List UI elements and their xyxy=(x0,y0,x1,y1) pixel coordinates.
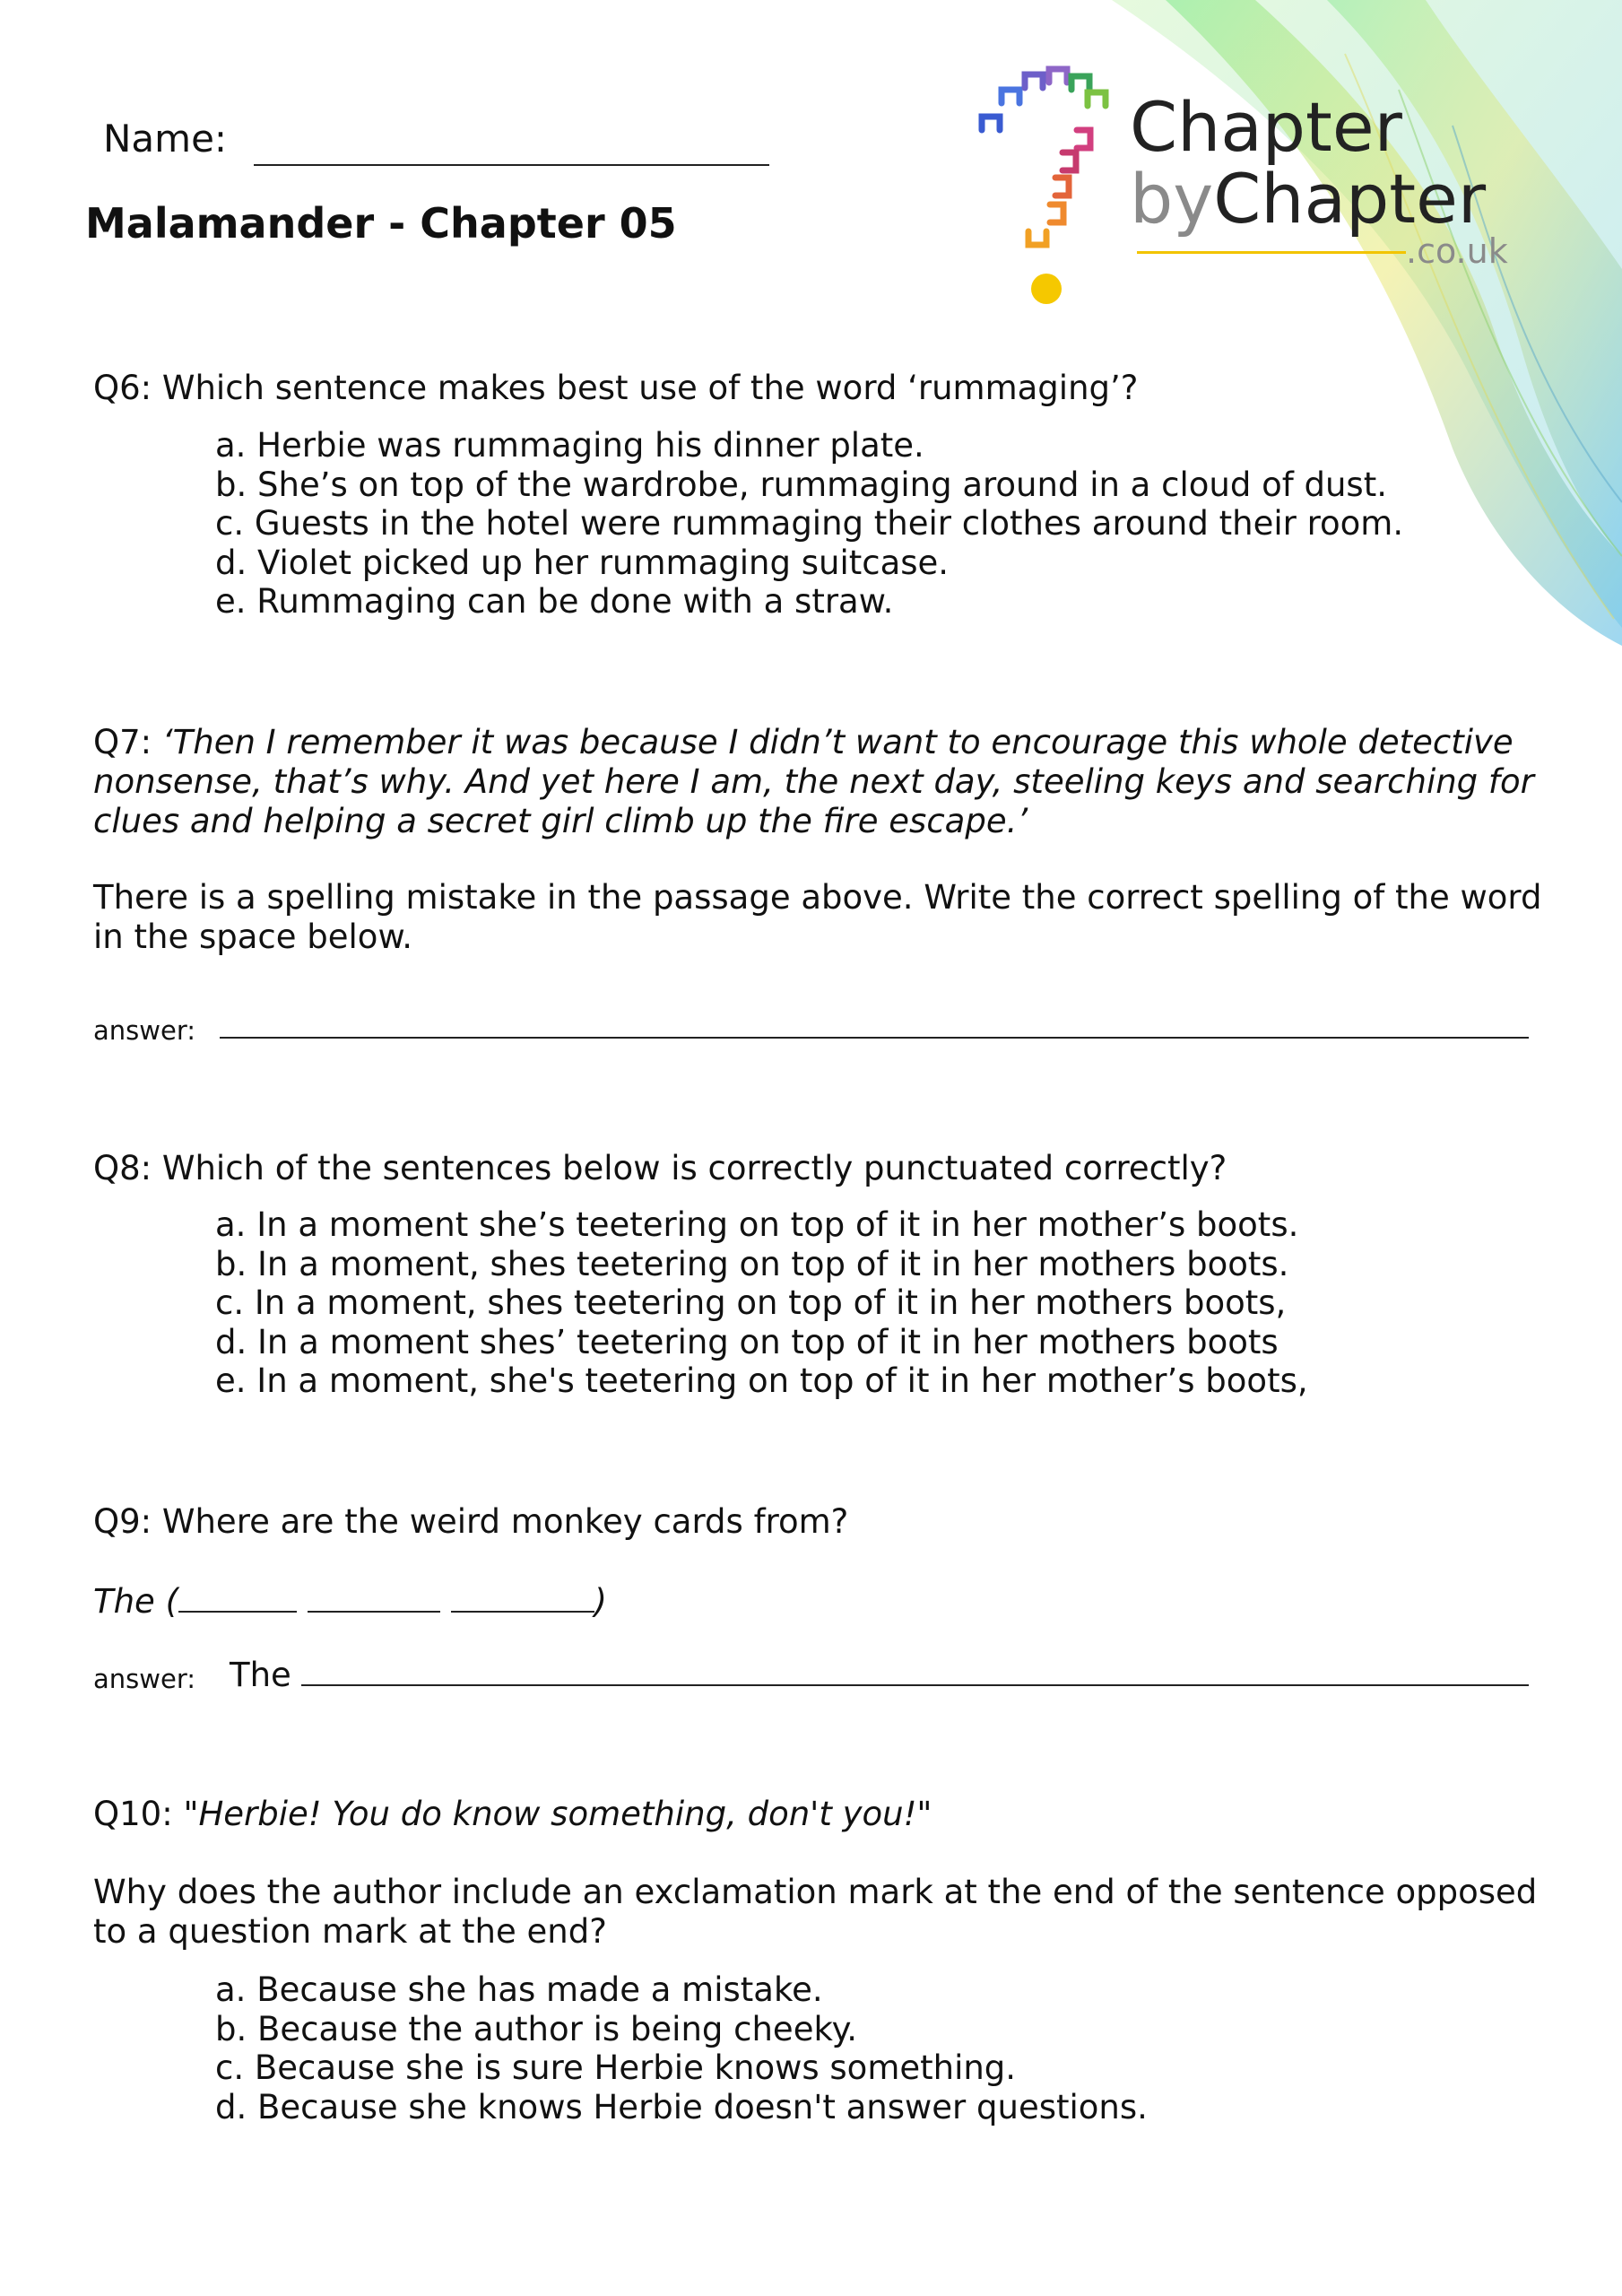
q8-option-c[interactable]: c. In a moment, shes teetering on top of it in her mothers boots, xyxy=(215,1283,1287,1322)
q7-instruction-line2: in the space below. xyxy=(93,918,413,956)
q10-label: Q10: xyxy=(93,1795,184,1833)
q8-option-e[interactable]: e. In a moment, she's teetering on top of it in her mother’s boots, xyxy=(215,1361,1308,1400)
q10-option-b[interactable]: b. Because the author is being cheeky. xyxy=(215,2009,857,2048)
q8-option-d[interactable]: d. In a moment shes’ teetering on top of it in her mothers boots xyxy=(215,1322,1279,1361)
q8-option-a[interactable]: a. In a moment she’s teetering on top of it in her mother’s boots. xyxy=(215,1205,1299,1244)
q10-prompt-line1: Why does the author include an exclamation mark at the end of the sentence opposed xyxy=(93,1873,1538,1911)
q10-options xyxy=(215,1970,1148,2126)
chapter-by-chapter-logo xyxy=(964,54,1538,314)
q6-option-e[interactable]: e. Rummaging can be done with a straw. xyxy=(215,582,894,621)
q9-answer-label: answer: xyxy=(93,1664,196,1694)
q10-option-d[interactable]: d. Because she knows Herbie doesn't answer questions. xyxy=(215,2087,1148,2126)
q9-blank-1[interactable] xyxy=(178,1611,297,1613)
q10-quote xyxy=(93,1795,932,1834)
name-write-line[interactable] xyxy=(254,164,769,166)
q6-option-b[interactable]: b. She’s on top of the wardrobe, rummaging around in a cloud of dust. xyxy=(215,465,1387,504)
q9-blank-2[interactable] xyxy=(308,1611,440,1613)
q7-instruction xyxy=(93,878,1541,957)
q7-answer-label: answer: xyxy=(93,1015,196,1046)
book-arc-icon xyxy=(964,54,1125,314)
logo-by: by xyxy=(1130,159,1214,239)
q8-option-b[interactable]: b. In a moment, shes teetering on top of it in her mothers boots. xyxy=(215,1244,1289,1283)
logo-line1: Chapter xyxy=(1130,87,1402,167)
q9-hint xyxy=(93,1582,607,1622)
q9-hint-open: The ( xyxy=(93,1582,179,1621)
logo-domain: .co.uk xyxy=(1406,231,1508,271)
q10-quote-text: "Herbie! You do know something, don't you!" xyxy=(183,1795,932,1833)
q9-hint-close: ) xyxy=(594,1582,607,1621)
q9-blank-3[interactable] xyxy=(451,1611,594,1613)
worksheet-title: Malamander - Chapter 05 xyxy=(85,199,677,248)
q6-option-d[interactable]: d. Violet picked up her rummaging suitcase. xyxy=(215,543,950,582)
q7-quote-line3: clues and helping a secret girl climb up the fire escape.’ xyxy=(93,802,1028,840)
q7-answer-line[interactable] xyxy=(220,1037,1529,1039)
logo-line2 xyxy=(1130,159,1487,239)
q6-option-c[interactable]: c. Guests in the hotel were rummaging their clothes around their room. xyxy=(215,504,1404,543)
logo-underline xyxy=(1137,251,1406,254)
q9-prompt: Q9: Where are the weird monkey cards from? xyxy=(93,1502,849,1541)
q6-options xyxy=(215,426,1403,622)
q10-prompt xyxy=(93,1873,1537,1952)
q9-answer-prefix: The xyxy=(230,1656,291,1694)
q6-option-a[interactable]: a. Herbie was rummaging his dinner plate. xyxy=(215,426,924,465)
q10-prompt-line2: to a question mark at the end? xyxy=(93,1912,607,1951)
q7-label: Q7: xyxy=(93,723,162,761)
q7-instruction-line1: There is a spelling mistake in the passage above. Write the correct spelling of the word xyxy=(93,878,1542,917)
q10-option-a[interactable]: a. Because she has made a mistake. xyxy=(215,1970,823,2009)
q10-option-c[interactable]: c. Because she is sure Herbie knows something. xyxy=(215,2048,1017,2087)
q6-prompt: Q6: Which sentence makes best use of the word ‘rummaging’? xyxy=(93,369,1139,407)
logo-chapter: Chapter xyxy=(1213,159,1487,239)
q7-quote-line1: ‘Then I remember it was because I didn’t want to encourage this whole detective xyxy=(161,723,1514,761)
name-label: Name: xyxy=(103,117,228,161)
q8-prompt: Q8: Which of the sentences below is correctly punctuated correctly? xyxy=(93,1149,1227,1187)
q7-quote xyxy=(93,723,1534,841)
q9-answer-line[interactable] xyxy=(301,1684,1529,1686)
q8-options xyxy=(215,1205,1308,1401)
q7-quote-line2: nonsense, that’s why. And yet here I am, the next day, steeling keys and searching for xyxy=(93,762,1534,801)
